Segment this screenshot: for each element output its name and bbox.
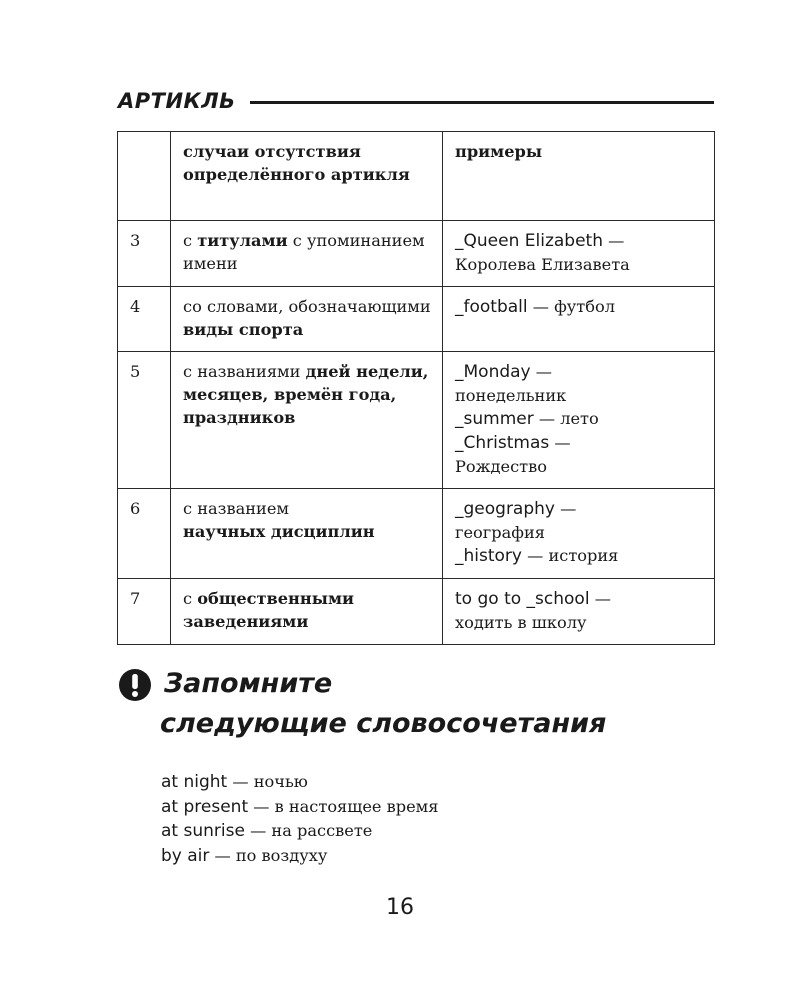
case-text: со словами, обозначающими <box>183 297 431 316</box>
table-row <box>118 352 715 489</box>
header-number-cell <box>118 132 171 221</box>
header-divider <box>250 101 714 104</box>
example-russian: ходить в школу <box>455 613 587 632</box>
example-english: _geography <box>455 499 555 519</box>
example-dash: — <box>533 409 561 428</box>
case-text: с <box>183 231 198 250</box>
example-russian: лето <box>560 409 599 428</box>
example-line <box>455 544 704 568</box>
example-russian: Королева Елизавета <box>455 255 630 274</box>
example-english: _football <box>455 297 528 317</box>
table-row <box>118 489 715 579</box>
case-text-bold: дней недели, месяцев, времён года, праздников <box>183 362 429 427</box>
phrase-english: at sunrise <box>161 821 245 841</box>
case-cell <box>171 221 443 287</box>
example-english: to go to _school <box>455 589 590 609</box>
list-item <box>161 844 661 869</box>
example-line <box>455 229 704 276</box>
phrase-dash: — <box>248 796 275 816</box>
list-item <box>161 819 661 844</box>
example-english: _Christmas <box>455 433 550 453</box>
example-line <box>455 587 704 634</box>
row-number: 7 <box>118 579 171 645</box>
phrase-dash: — <box>209 845 236 865</box>
header-cases-cell: случаи отсутствия определённого артикля <box>171 132 443 221</box>
case-text: с названиями <box>183 362 306 381</box>
example-line <box>455 497 704 544</box>
example-dash: — <box>589 589 611 608</box>
phrase-list <box>161 770 661 868</box>
case-cell <box>171 579 443 645</box>
article-rules-table <box>117 131 715 645</box>
example-russian: футбол <box>554 297 616 316</box>
exclamation-icon <box>118 668 152 702</box>
phrase-russian: на рассвете <box>271 821 373 840</box>
example-russian: история <box>548 546 619 565</box>
examples-cell <box>443 287 715 352</box>
example-dash: — <box>530 362 552 381</box>
example-dash: — <box>549 433 571 452</box>
case-cell <box>171 489 443 579</box>
table-row <box>118 221 715 287</box>
phrase-russian: ночью <box>253 772 308 791</box>
phrase-russian: по воздуху <box>235 845 328 865</box>
page-number: 16 <box>386 895 414 920</box>
page-header <box>118 86 714 116</box>
examples-cell <box>443 579 715 645</box>
example-dash: — <box>527 297 555 316</box>
phrase-dash: — <box>227 772 254 791</box>
case-cell <box>171 352 443 489</box>
section-title: АРТИКЛЬ <box>118 89 236 113</box>
example-russian: понедельник <box>455 386 567 405</box>
row-number: 3 <box>118 221 171 287</box>
remember-title: Запомните <box>164 668 333 699</box>
example-english: _Monday <box>455 362 531 382</box>
header-examples-cell: примеры <box>443 132 715 221</box>
example-english: _Queen Elizabeth <box>455 231 603 251</box>
case-text: с названием <box>183 499 289 518</box>
examples-cell <box>443 489 715 579</box>
examples-cell <box>443 352 715 489</box>
case-text: с <box>183 589 198 608</box>
example-russian: география <box>455 523 545 542</box>
phrase-english: by air <box>161 845 210 866</box>
phrase-english: at present <box>161 796 249 817</box>
case-text-bold: титулами <box>197 231 288 250</box>
example-dash: — <box>521 546 549 565</box>
list-item <box>161 770 661 795</box>
case-text-bold: виды спорта <box>183 320 304 339</box>
example-dash: — <box>602 231 625 250</box>
row-number: 5 <box>118 352 171 489</box>
list-item <box>161 795 661 820</box>
table-row <box>118 579 715 645</box>
example-line <box>455 407 704 431</box>
examples-cell <box>443 221 715 287</box>
case-text-bold: общественными заведениями <box>183 589 355 631</box>
phrase-russian: в настоящее время <box>274 796 439 816</box>
example-english: _history <box>455 546 522 566</box>
example-english: _summer <box>455 409 534 429</box>
remember-subtitle: следующие словосочетания <box>160 708 607 739</box>
case-cell <box>171 287 443 352</box>
example-line <box>455 295 704 319</box>
case-text-bold: научных дисциплин <box>183 522 375 541</box>
row-number: 4 <box>118 287 171 352</box>
table-row <box>118 287 715 352</box>
example-russian: Рождество <box>455 457 547 476</box>
row-number: 6 <box>118 489 171 579</box>
example-line <box>455 360 704 407</box>
example-dash: — <box>554 499 577 518</box>
phrase-dash: — <box>244 821 272 840</box>
phrase-english: at night <box>161 772 228 792</box>
example-line <box>455 431 704 478</box>
case-text: с упоминанием имени <box>183 231 425 273</box>
table-header-row <box>118 132 715 221</box>
